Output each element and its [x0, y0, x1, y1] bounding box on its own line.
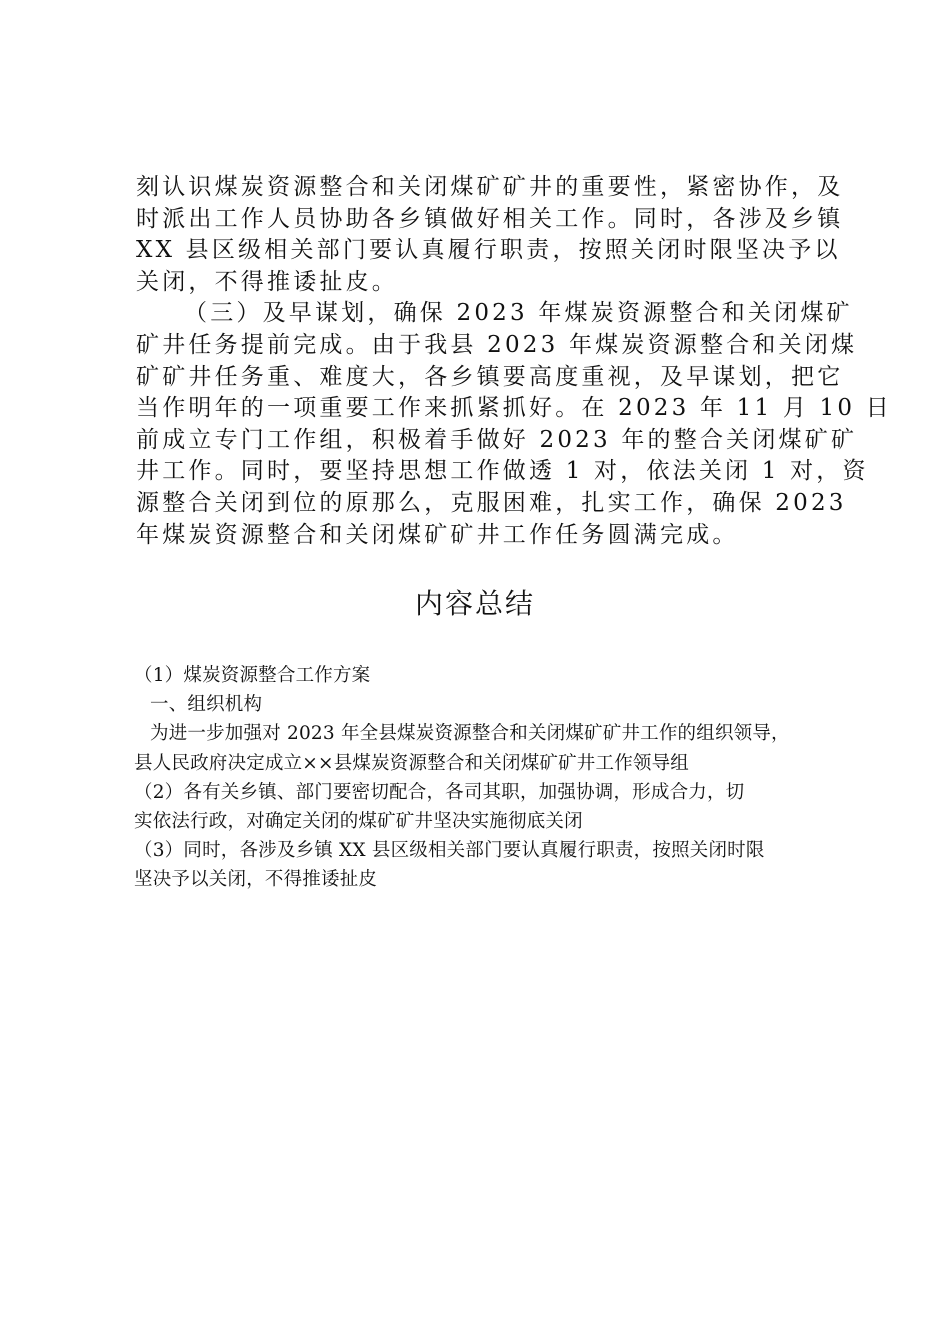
summary-line: 为进一步加强对 2023 年全县煤炭资源整合和关闭煤矿矿井工作的组织领导，	[150, 723, 790, 745]
paragraph-line: 源整合关闭到位的原那么，克服困难，扎实工作，确保 2023	[136, 489, 847, 516]
summary-line: 县人民政府决定成立××县煤炭资源整合和关闭煤矿矿井工作领导组	[134, 752, 690, 774]
summary-line: （2）各有关乡镇、部门要密切配合，各司其职，加强协调，形成合力，切	[134, 781, 745, 803]
paragraph-line: 刻认识煤炭资源整合和关闭煤矿矿井的重要性，紧密协作，及	[136, 174, 844, 200]
paragraph-line: 前成立专门工作组，积极着手做好 2023 年的整合关闭煤矿矿	[136, 426, 858, 453]
summary-title: 内容总结	[414, 587, 535, 620]
body-text	[136, 172, 892, 551]
paragraph-line: 关闭，不得推诿扯皮。	[136, 268, 398, 295]
paragraph-line: （三）及早谋划，确保 2023 年煤炭资源整合和关闭煤矿	[184, 300, 853, 327]
paragraph-line: 时派出工作人员协助各乡镇做好相关工作。同时，各涉及乡镇	[136, 205, 844, 232]
paragraph-line: 矿井任务提前完成。由于我县 2023 年煤炭资源整合和关闭煤	[136, 331, 858, 358]
paragraph-line: 井工作。同时，要坚持思想工作做透 1 对，依法关闭 1 对，资	[136, 458, 869, 485]
paragraph-line: XX 县区级相关部门要认真履行职责，按照关闭时限坚决予以	[136, 237, 841, 264]
paragraph-line: 年煤炭资源整合和关闭煤矿矿井工作任务圆满完成。	[136, 521, 739, 548]
summary-line: （3）同时，各涉及乡镇 XX 县区级相关部门要认真履行职责，按照关闭时限	[134, 840, 765, 862]
summary-line: 坚决予以关闭，不得推诿扯皮	[134, 869, 378, 891]
summary-line: 实依法行政，对确定关闭的煤矿矿井坚决实施彻底关闭	[134, 811, 583, 833]
summary-line: （1）煤炭资源整合工作方案	[134, 665, 371, 686]
summary-list	[134, 661, 834, 895]
summary-line: 一、组织机构	[150, 694, 263, 716]
paragraph-line: 矿矿井任务重、难度大，各乡镇要高度重视，及早谋划，把它	[136, 363, 844, 390]
paragraph-line: 当作明年的一项重要工作来抓紧抓好。在 2023 年 11 月 10 日	[136, 395, 892, 422]
